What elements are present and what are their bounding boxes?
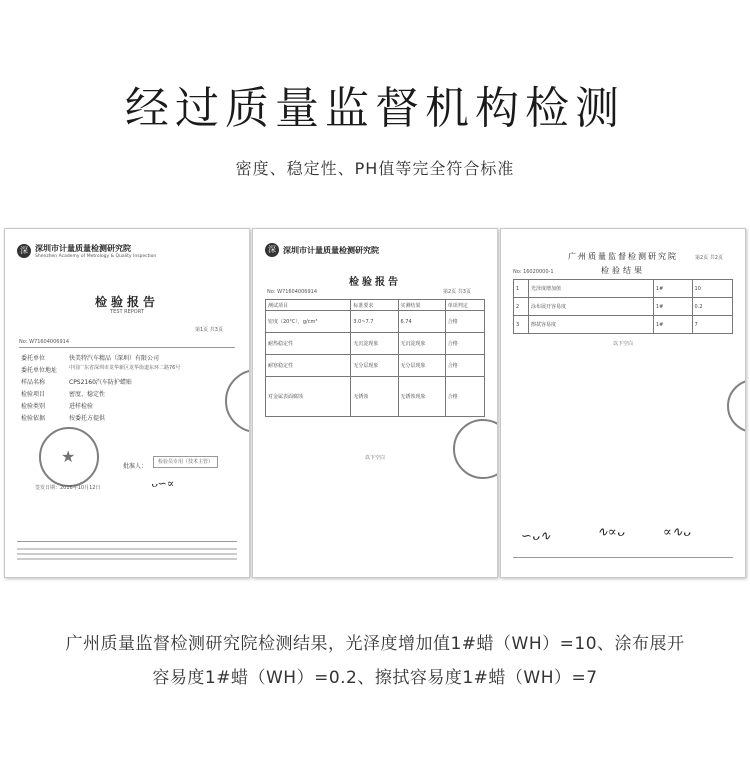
table-row: 1 光泽度增加值 1# 10 [514, 280, 733, 298]
approver-label: 批准人： [123, 463, 148, 470]
institute-name: 深圳市计量质量检测研究院 [283, 245, 379, 255]
institute-logo [17, 243, 156, 259]
institute-emblem-icon: 深 [17, 244, 31, 258]
table-row: 耐热稳定性 无沉淀现象 无沉淀现象 合格 [266, 333, 485, 355]
field-row: 检验类别 进样检验 [21, 403, 94, 410]
field-row: 委托单位 快美特汽车精品（深圳）有限公司 [21, 355, 160, 362]
field-row: 检验项目 密度、稳定性 [21, 391, 106, 398]
signature-inspector: ∽ᴗ∿ [521, 529, 551, 544]
institute-logo [265, 243, 379, 257]
signature-approver: ∝∿ᴗ [663, 525, 691, 540]
table-header-row: 测试项目 标准要求 实测结果 单项判定 [266, 300, 485, 311]
report-title: 检验结果 [601, 266, 645, 275]
institute-emblem-icon: 深 [265, 243, 279, 257]
official-seal-stamp [39, 427, 99, 487]
report-number: No: W71604006914 [267, 289, 318, 295]
report-number: No: 16020000-1 [513, 269, 554, 275]
signature-reviewer: ∿∝ᴗ [597, 525, 625, 540]
report-title-en: TEST REPORT [110, 309, 144, 315]
page-edge-seal [727, 379, 746, 433]
report-number: No: W71604006914 [19, 339, 70, 345]
blank-note: 以下空白 [612, 341, 633, 347]
page-edge-seal [453, 419, 498, 479]
result-summary-line-1: 广州质量监督检测研究院检测结果，光泽度增加值1#蜡（WH）=10、涂布展开 [65, 634, 685, 654]
institute-name: 深圳市计量质量检测研究院 [35, 244, 131, 253]
field-row: 委托单位地址 中国广东省深圳市龙华新区龙华街道东环二路76号 [21, 365, 181, 374]
report-document-3 [500, 228, 746, 578]
report-title: 检验报告 [349, 277, 401, 288]
field-row: 样品名称 CPS2160汽车防护蜡贴 [21, 379, 132, 386]
page-number: 第1页 共3页 [195, 327, 223, 333]
signature: ᴗ∽∝ [151, 477, 175, 490]
report-document-1 [4, 228, 250, 578]
approver-box: 检验员专用（技术主管） [153, 456, 218, 468]
footer-fine-print [17, 545, 237, 569]
blank-note: 以下空白 [364, 455, 385, 461]
field-row: 检验依据 按委托方提供 [21, 415, 106, 422]
table-row: 2 涂布展开容易度 1# 0.2 [514, 298, 733, 316]
page-number: 第2页 共3页 [443, 289, 471, 295]
issue-date: 签发日期：2016年10月12日 [35, 485, 101, 491]
seal-star-icon: ★ [61, 447, 76, 466]
headline: 经过质量监督机构检测 [125, 83, 625, 134]
report-title: 检验报告 [94, 295, 159, 309]
institute-name-en: Shenzhen Academy of Metrology & Quality Inspection [35, 254, 157, 259]
report-fields [21, 353, 231, 425]
report-document-2 [252, 228, 498, 578]
subheadline: 密度、稳定性、PH值等完全符合标准 [235, 159, 515, 178]
table-row: 对金属表面腐蚀 无锈蚀 无锈蚀现象 合格 [266, 377, 485, 417]
table-row: 3 擦拭容易度 1# 7 [514, 316, 733, 334]
table-row: 耐寒稳定性 无分层现象 无分层现象 合格 [266, 355, 485, 377]
result-summary-line-2: 容易度1#蜡（WH）=0.2、擦拭容易度1#蜡（WH）=7 [152, 668, 598, 688]
page-number: 第2页 共2页 [695, 255, 723, 261]
results-table [265, 299, 485, 417]
results-table [513, 279, 733, 334]
table-row: 密度（20°C），g/cm³ 3.0~7.7 6.74 合格 [266, 311, 485, 333]
institute-name: 广州质量监督检测研究院 [568, 252, 678, 261]
